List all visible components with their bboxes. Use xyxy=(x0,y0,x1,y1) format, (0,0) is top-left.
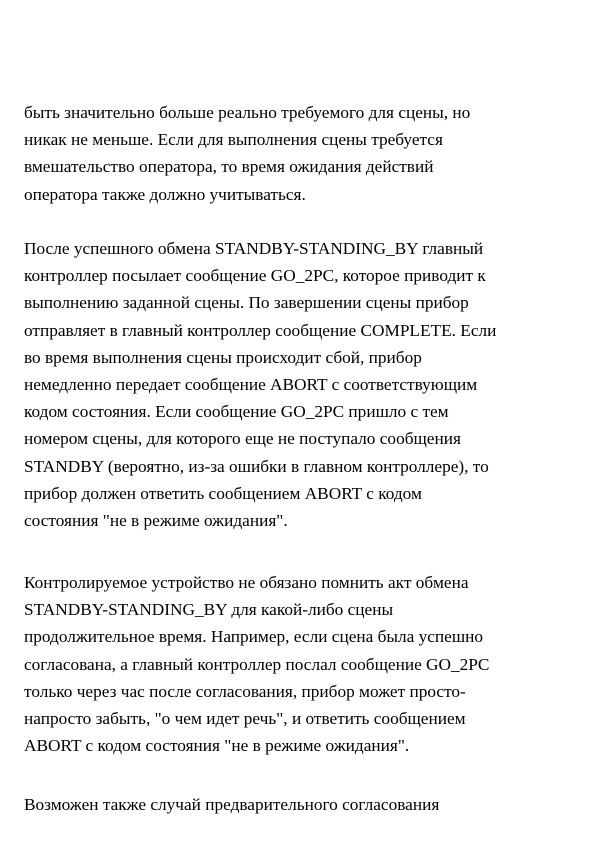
paragraph-2-line-11: состояния "не в режиме ожидания". xyxy=(24,510,288,530)
paragraph-1-line-3: вмешательство оператора, то время ожидания действий xyxy=(24,157,434,177)
paragraph-1-line-4: оператора также должно учитываться. xyxy=(24,184,306,204)
paragraph-3-line-6: напросто забыть, "о чем идет речь", и ответить сообщением xyxy=(24,708,466,728)
paragraph-3-line-1: Контролируемое устройство не обязано помнить акт обмена xyxy=(24,573,469,592)
paragraph-3 xyxy=(24,569,584,759)
paragraph-4 xyxy=(24,791,584,818)
paragraph-2-line-1: После успешного обмена STANDBY-STANDING_BY главный xyxy=(24,239,484,258)
paragraph-3-line-4: согласована, а главный контроллер послал сообщение GO_2PC xyxy=(24,654,490,674)
paragraph-2-line-9: STANDBY (вероятно, из-за ошибки в главном контроллере), то xyxy=(24,456,489,476)
paragraph-2-line-3: выполнению заданной сцены. По завершении сцены прибор xyxy=(24,293,469,313)
paragraph-1 xyxy=(24,99,584,208)
paragraph-2-line-5: во время выполнения сцены происходит сбой, прибор xyxy=(24,347,422,367)
paragraph-2-line-6: немедленно передает сообщение ABORT с соответствующим xyxy=(24,374,478,394)
paragraph-4-line-1: Возможен также случай предварительного согласования xyxy=(24,795,440,814)
paragraph-2-line-4: отправляет в главный контроллер сообщение COMPLETE. Если xyxy=(24,320,497,340)
paragraph-1-line-1: быть значительно больше реально требуемого для сцены, но xyxy=(24,103,471,122)
paragraph-2-line-7: кодом состояния. Если сообщение GO_2PC пришло с тем xyxy=(24,402,449,422)
paragraph-3-line-2: STANDBY-STANDING_BY для какой-либо сцены xyxy=(24,600,394,620)
paragraph-2-line-2: контроллер посылает сообщение GO_2PC, которое приводит к xyxy=(24,266,486,286)
paragraph-3-line-7: ABORT с кодом состояния "не в режиме ожидания". xyxy=(24,736,410,756)
paragraph-2 xyxy=(24,235,584,534)
paragraph-3-line-5: только через час после согласования, прибор может просто- xyxy=(24,681,466,701)
paragraph-2-line-8: номером сцены, для которого еще не поступало сообщения xyxy=(24,429,461,449)
paragraph-3-line-3: продолжительное время. Например, если сцена была успешно xyxy=(24,627,484,647)
paragraph-1-line-2: никак не меньше. Если для выполнения сцены требуется xyxy=(24,130,443,150)
paragraph-2-line-10: прибор должен ответить сообщением ABORT с кодом xyxy=(24,483,422,503)
